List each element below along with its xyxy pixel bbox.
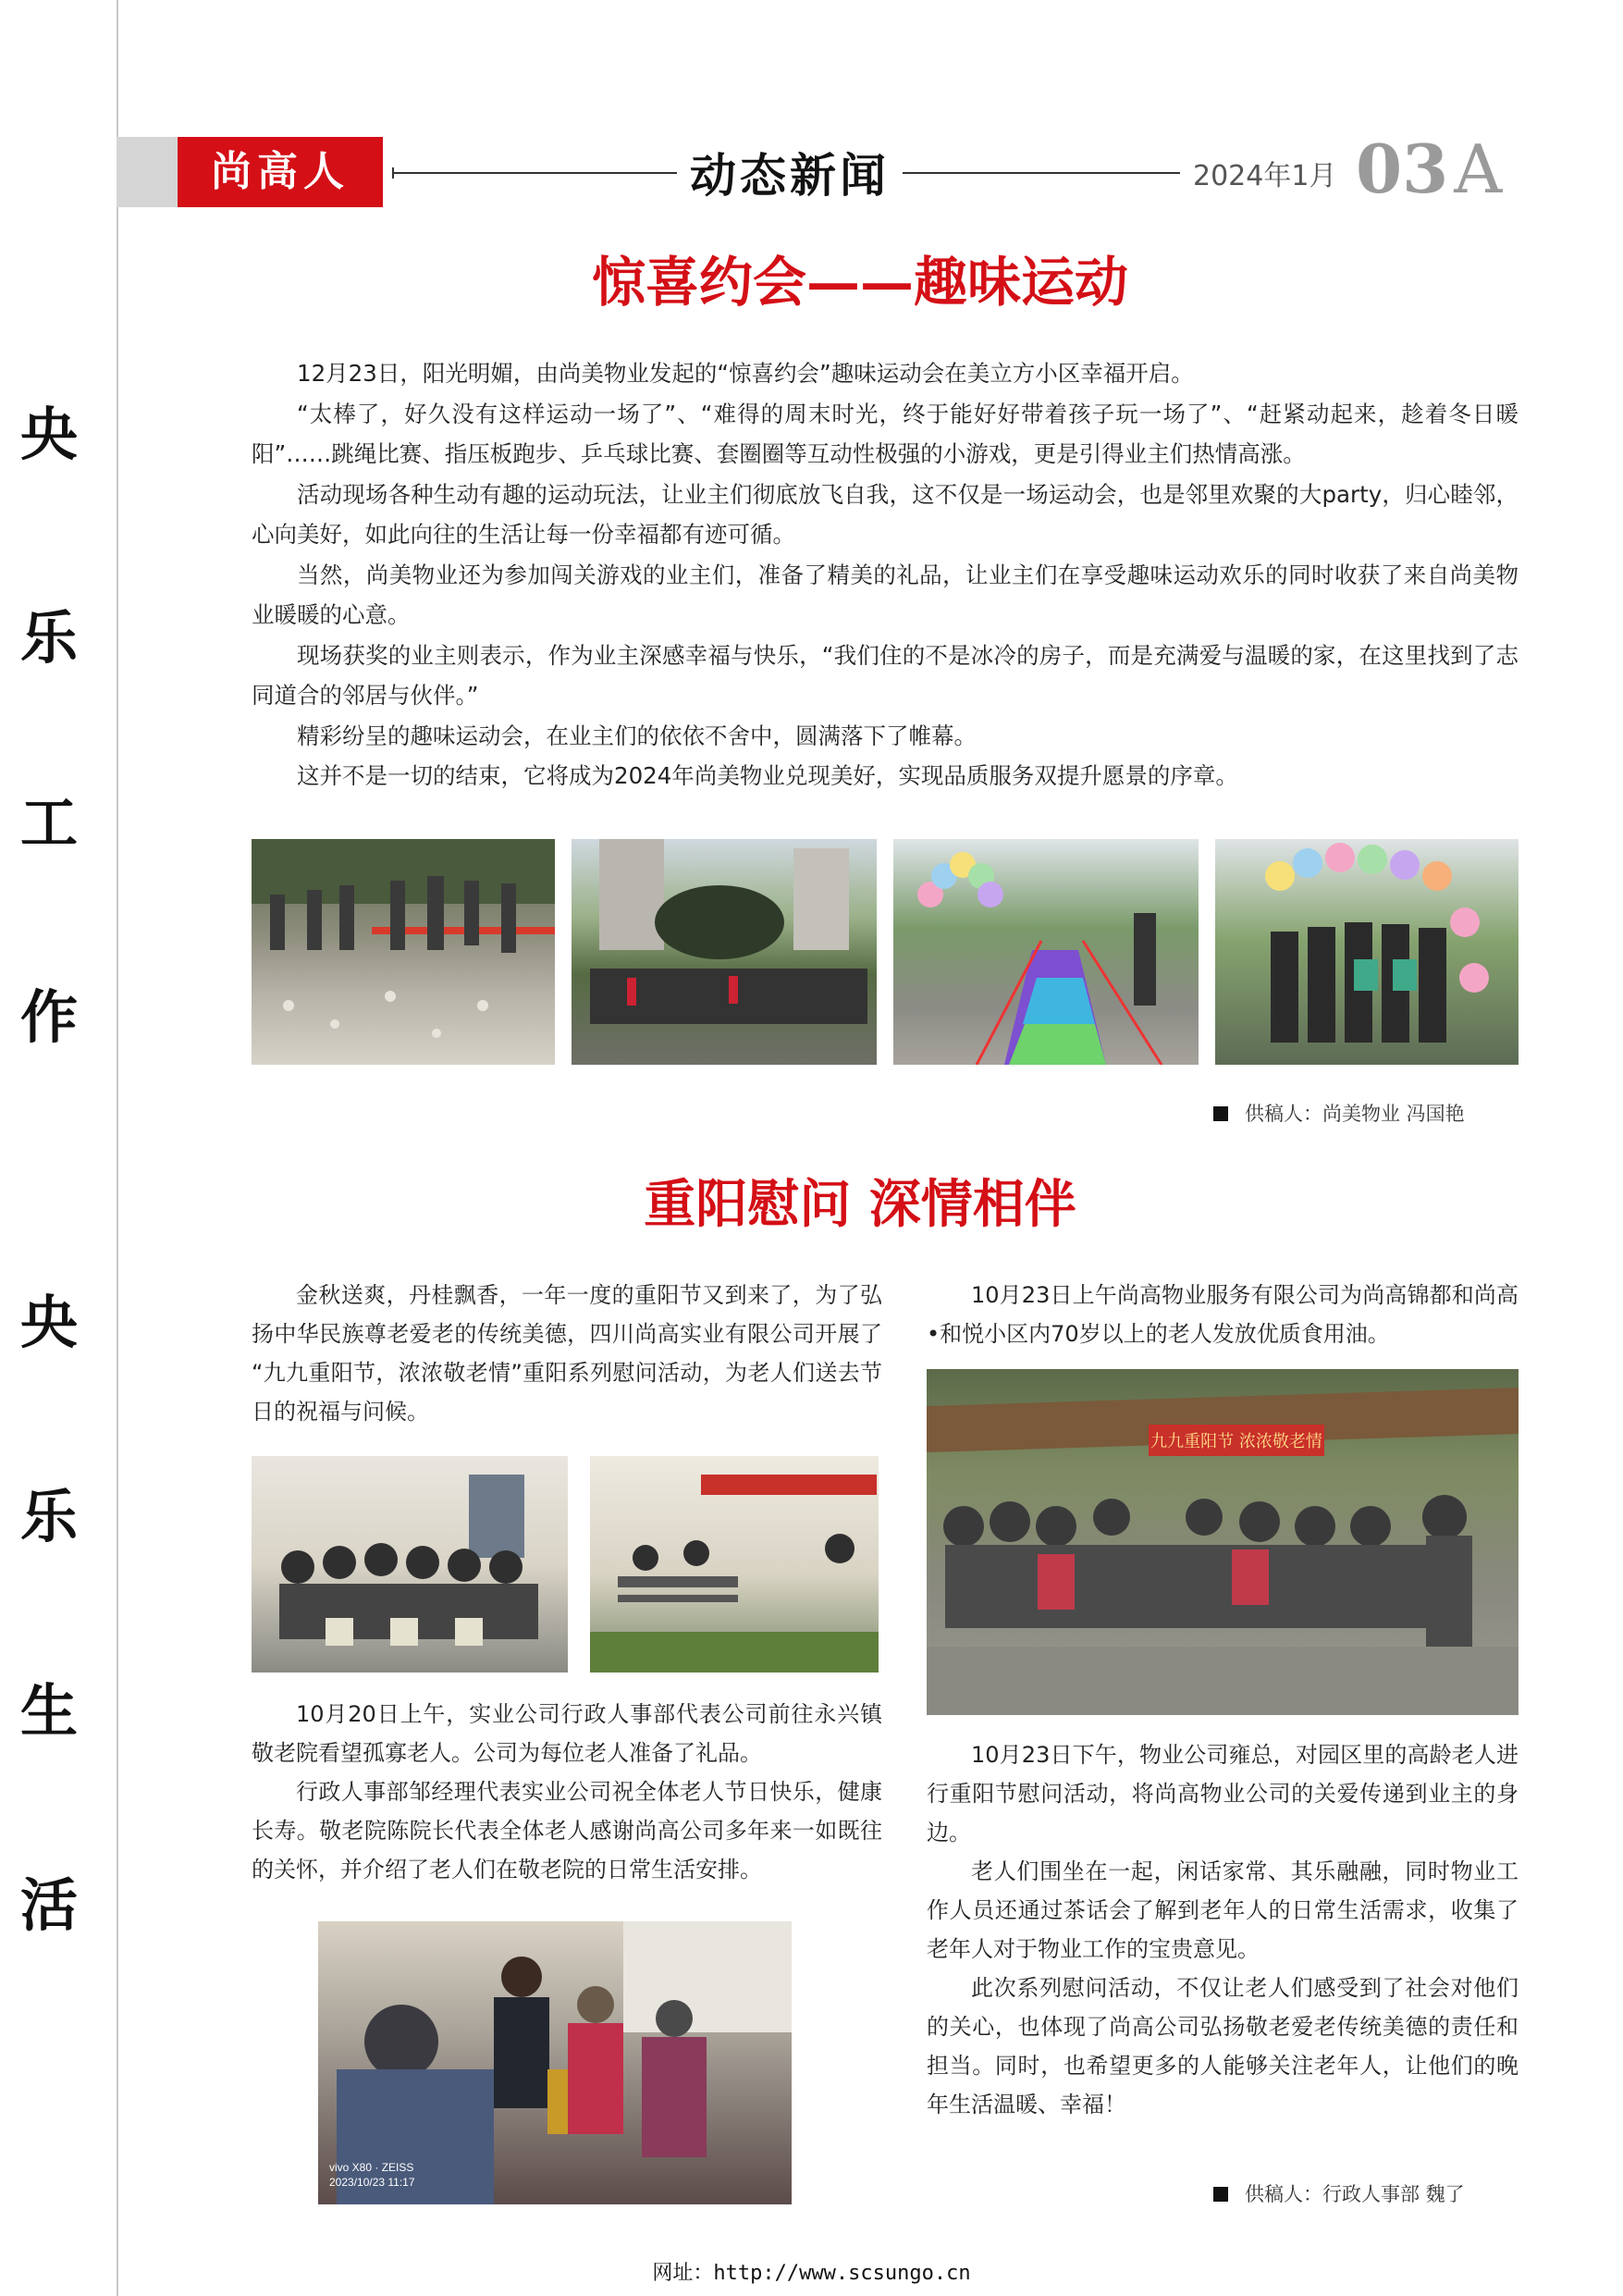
sidebar-char: 乐	[19, 1483, 78, 1550]
sidebar-char: 活	[19, 1871, 78, 1939]
sidebar-char: 乐	[19, 604, 78, 672]
paragraph: 活动现场各种生动有趣的运动玩法，让业主们彻底放飞自我，这不仅是一场运动会，也是邻里欢聚的大party，归心睦邻，心向美好，如此向往的生活让每一份幸福都有迹可循。	[252, 480, 1518, 548]
paragraph: 老人们围坐在一起，闲话家常、其乐融融，同时物业工作人员还通过茶话会了解到老年人的日常生活需求，收集了老年人对于物业工作的宝贵意见。	[927, 1858, 1518, 1962]
gift-delivery-photo	[318, 1921, 792, 2204]
credit-text: 供稿人：行政人事部 魏了	[1245, 2183, 1465, 2205]
photo-watermark: vivo X80 · ZEISS	[329, 2161, 414, 2174]
section-title: 动态新闻	[690, 148, 890, 203]
article-title: 惊喜约会——趣味运动	[591, 251, 1128, 314]
brand-logo: 尚高人	[178, 137, 383, 207]
nursing-home-photo-hall	[590, 1456, 879, 1673]
sidebar-char: 央	[19, 401, 78, 468]
sidebar-char: 央	[19, 1289, 78, 1356]
sports-photo-rope	[252, 839, 555, 1065]
sidebar-char: 作	[19, 983, 78, 1051]
article-credit	[1213, 2179, 1465, 2207]
square-bullet-icon	[1213, 2187, 1228, 2202]
paragraph: 10月23日上午尚高物业服务有限公司为尚高锦都和尚高•和悦小区内70岁以上的老人发放优质食用油。	[927, 1282, 1518, 1347]
article-body-right-bottom	[927, 1735, 1518, 2124]
credit-text: 供稿人：尚美物业 冯国艳	[1245, 1103, 1465, 1125]
paragraph: 当然，尚美物业还为参加闯关游戏的业主们，准备了精美的礼品，让业主们在享受趣味运动欢乐的同时收获了来自尚美物业暖暖的心意。	[252, 561, 1518, 628]
paragraph: 这并不是一切的结束，它将成为2024年尚美物业兑现美好，实现品质服务双提升愿景的序章。	[297, 762, 1238, 789]
paragraph: 此次系列慰问活动，不仅让老人们感受到了社会对他们的关心，也体现了尚高公司弘扬敬老爱老传统美德的责任和担当。同时，也希望更多的人能够关注老年人，让他们的晚年生活温暖、幸福！	[927, 1975, 1518, 2117]
left-margin-strip	[0, 0, 118, 2296]
paragraph: 12月23日，阳光明媚，由尚美物业发起的“惊喜约会”趣味运动会在美立方小区幸福开启。	[297, 360, 1194, 387]
article-title: 重阳慰问 深情相伴	[644, 1174, 1076, 1235]
sidebar-char: 工	[19, 789, 78, 857]
paragraph: “太棒了，好久没有这样运动一场了”、“难得的周末时光，终于能好好带着孩子玩一场了”、“赶紧动起来，趁着冬日暖阳”……跳绳比赛、指压板跑步、乒乓球比赛、套圈圈等互动性极强的小游戏，更是引得业主们热情高涨。	[252, 400, 1518, 467]
page-number	[1356, 130, 1502, 208]
sports-photo-crowd	[572, 839, 877, 1065]
header-rule-right	[903, 172, 1180, 174]
article-body-left-bottom	[252, 1695, 882, 1889]
banner-text: 九九重阳节 浓浓敬老情	[1150, 1432, 1322, 1451]
page-number-letter: A	[1454, 130, 1503, 208]
photo-timestamp: 2023/10/23 11:17	[329, 2176, 415, 2189]
article-body-left-top	[252, 1276, 882, 1431]
paragraph: 精彩纷呈的趣味运动会，在业主们的依依不舍中，圆满落下了帷幕。	[297, 722, 977, 749]
article-body	[252, 353, 1518, 796]
paragraph: 金秋送爽，丹桂飘香，一年一度的重阳节又到来了，为了弘扬中华民族尊老爱老的传统美德，四川尚高实业有限公司开展了 “九九重阳节，浓浓敬老情”重阳系列慰问活动，为老人们送去节日的祝福与问候。	[252, 1282, 882, 1425]
article-credit	[1213, 1099, 1465, 1127]
page-number-digits: 03	[1356, 130, 1449, 208]
sports-photo-prize-winners	[1215, 839, 1518, 1065]
paragraph: 10月23日下午，物业公司雍总，对园区里的高龄老人进行重阳节慰问活动，将尚高物业公司的关爱传递到业主的身边。	[927, 1742, 1518, 1845]
header-rule-left	[392, 172, 677, 174]
square-bullet-icon	[1213, 1106, 1228, 1121]
paragraph: 10月20日上午，实业公司行政人事部代表公司前往永兴镇敬老院看望孤寡老人。公司为每位老人准备了礼品。	[252, 1701, 882, 1766]
paragraph: 现场获奖的业主则表示，作为业主深感幸福与快乐，“我们住的不是冰冷的房子，而是充满爱与温暖的家，在这里找到了志同道合的邻居与伙伴。”	[252, 641, 1518, 709]
paragraph: 行政人事部邹经理代表实业公司祝全体老人节日快乐，健康长寿。敬老院陈院长代表全体老人感谢尚高公司多年来一如既往的关怀，并介绍了老人们在敬老院的日常生活安排。	[252, 1779, 882, 1882]
tea-party-photo	[927, 1369, 1518, 1715]
nursing-home-photo-group	[252, 1456, 568, 1673]
sports-photo-balloon-arch	[893, 839, 1199, 1065]
footer-website[interactable]: 网址：http://www.scsungo.cn	[652, 2262, 971, 2285]
sidebar-char: 生	[19, 1677, 78, 1745]
article-body-right-top	[927, 1276, 1518, 1353]
header-gray-block	[117, 137, 178, 207]
issue-date: 2024年1月	[1193, 160, 1337, 192]
